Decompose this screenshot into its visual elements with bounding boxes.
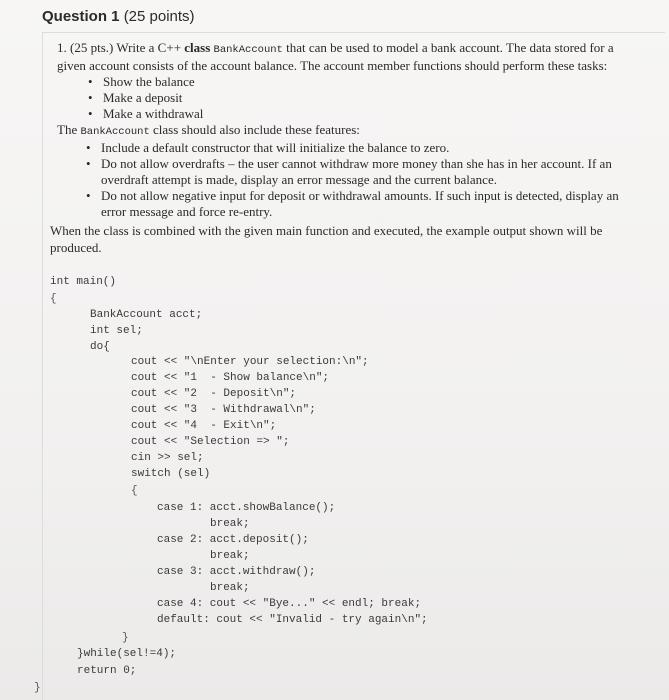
code-line: } (34, 682, 41, 694)
features-heading-class: BankAccount (80, 126, 150, 138)
intro-class-word: class (184, 40, 211, 55)
features-heading-pre: The (57, 122, 78, 137)
features-heading (57, 122, 647, 140)
code-line: switch (sel) (131, 468, 211, 480)
output-paragraph: When the class is combined with the given main function and executed, the example output shown will be produced. (50, 223, 603, 255)
code-line: } (122, 632, 129, 644)
question-header (42, 8, 195, 25)
intro-number: 1. (25 pts.) Write a C++ (57, 40, 182, 55)
code-line: case 3: acct.withdraw(); (157, 566, 316, 578)
code-line: cout << "3 - Withdrawal\n"; (131, 404, 316, 416)
code-line: { (131, 485, 138, 497)
intro-class-name: BankAccount (213, 44, 283, 56)
task-item: • Show the balance (57, 74, 647, 90)
code-line: return 0; (77, 665, 137, 677)
task-item: • Make a withdrawal (57, 106, 647, 122)
code-line: BankAccount acct; (90, 309, 203, 321)
feature-item: • Do not allow negative input for deposit or withdrawal amounts. If such input is detected, display an error message and force re-entry. (57, 188, 647, 220)
code-line: break; (210, 550, 250, 562)
question-title: Question 1 (42, 8, 120, 25)
feature-item: • Do not allow overdrafts – the user cannot withdraw more money than she has in her account. If an overdraft attempt is made, display an error message and the current balance. (57, 156, 647, 188)
code-line: int main() (50, 276, 117, 288)
code-line: case 2: acct.deposit(); (157, 534, 309, 546)
feature-list (57, 140, 647, 220)
code-line: cout << "4 - Exit\n"; (131, 420, 277, 432)
code-line: cout << "\nEnter your selection:\n"; (131, 356, 369, 368)
code-line: case 1: acct.showBalance(); (157, 502, 336, 514)
feature-item: • Include a default constructor that will initialize the balance to zero. (57, 140, 647, 156)
code-line: break; (210, 582, 250, 594)
code-line: do{ (90, 341, 110, 353)
task-list (57, 74, 647, 122)
code-line: case 4: cout << "Bye..." << endl; break; (157, 598, 422, 610)
intro-paragraph (57, 40, 647, 74)
question-points: (25 points) (123, 8, 195, 25)
code-line: cout << "2 - Deposit\n"; (131, 388, 297, 400)
code-line: default: cout << "Invalid - try again\n"; (157, 614, 428, 626)
code-line: int sel; (90, 325, 143, 337)
code-line: cin >> sel; (131, 452, 204, 464)
code-line: break; (210, 518, 250, 530)
code-line: cout << "Selection => "; (131, 436, 290, 448)
code-line: { (50, 293, 57, 305)
code-line: cout << "1 - Show balance\n"; (131, 372, 330, 384)
question-intro (57, 40, 647, 220)
task-item: • Make a deposit (57, 90, 647, 106)
features-heading-post: class should also include these features: (153, 122, 360, 137)
intro-rest: that can be used to model a bank account. The data stored for a given account consists of the account balance. The account member functions should perform these tasks: (57, 40, 614, 73)
code-line: }while(sel!=4); (77, 648, 177, 660)
